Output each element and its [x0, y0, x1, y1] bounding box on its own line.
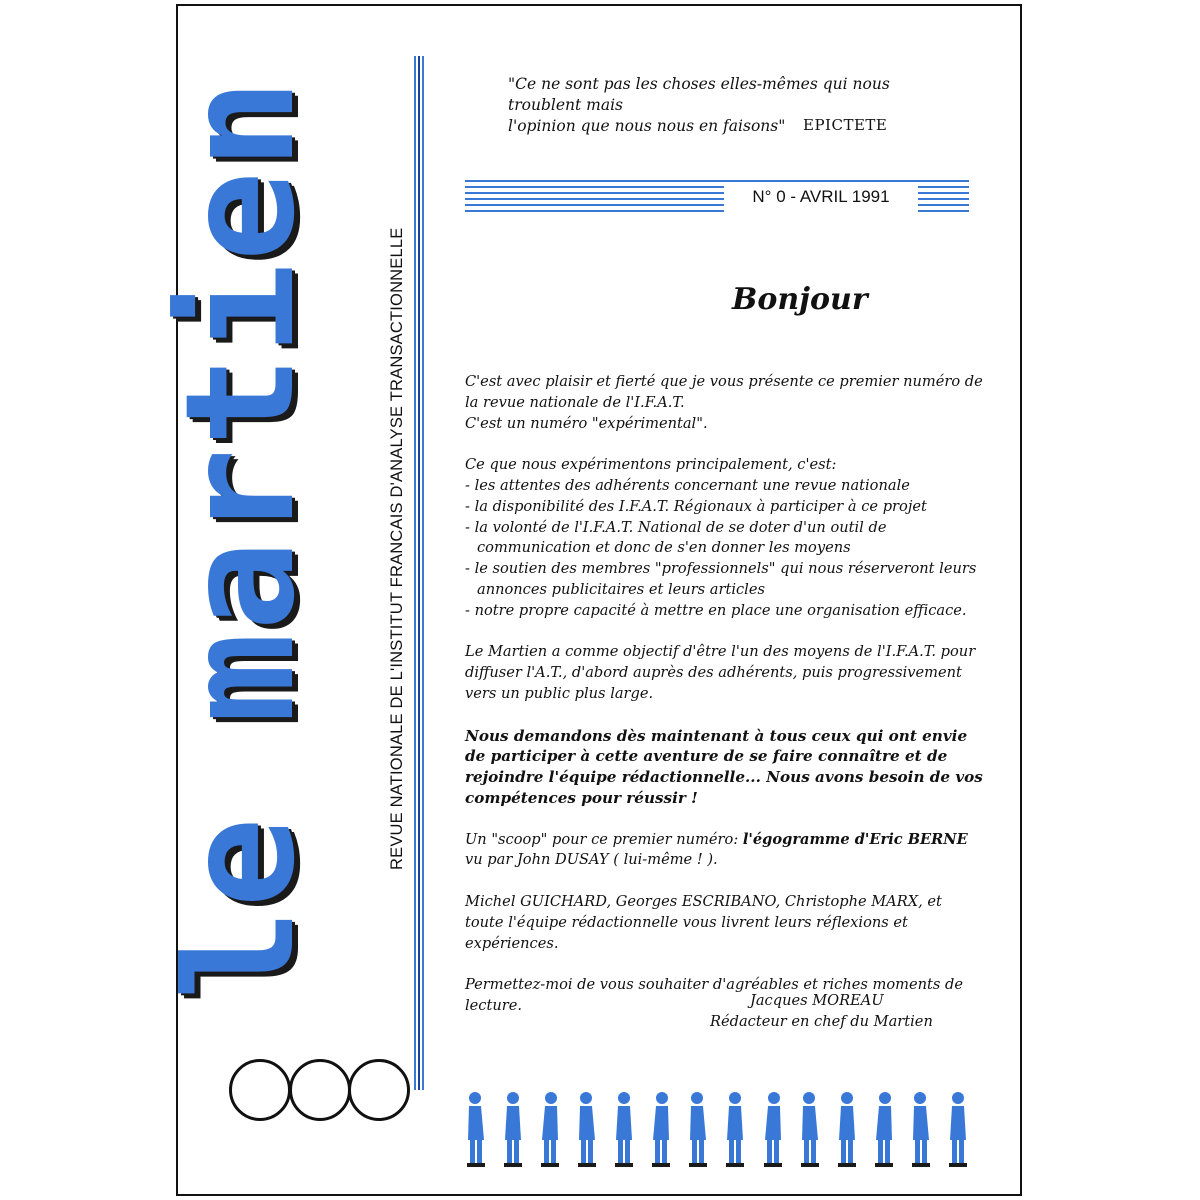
masthead-subtitle: REVUE NATIONALE DE L'INSTITUT FRANCAIS D'ANALYSE TRANSACTIONNELLE: [388, 227, 406, 870]
intro-line: la revue nationale de l'I.F.A.T.: [465, 393, 685, 411]
signature-name: Jacques MOREAU: [750, 992, 884, 1009]
divider-line-1: [414, 56, 416, 1090]
intro-paragraph: [465, 372, 985, 434]
person-figure-icon: [610, 1086, 638, 1170]
logo-circle-1: [229, 1059, 291, 1121]
closing-paragraph: Permettez-moi de vous souhaiter d'agréables et riches moments de lecture.: [465, 976, 963, 1014]
logo-circle-2: [289, 1059, 351, 1121]
scoop-text: Un "scoop" pour ce premier numéro:: [465, 830, 743, 848]
list-item: - notre propre capacité à mettre en place une organisation efficace.: [465, 601, 985, 622]
team-paragraph: Michel GUICHARD, Georges ESCRIBANO, Christophe MARX, et toute l'équipe rédactionnelle vous livrent leurs réflexions et expériences.: [465, 892, 942, 952]
epigraph-line-1: "Ce ne sont pas les choses elles-mêmes qui nous troublent mais: [508, 75, 890, 114]
issue-number: N° 0 - AVRIL 1991: [724, 182, 918, 212]
intro-line: C'est un numéro "expérimental".: [465, 414, 708, 432]
person-figure-icon: [759, 1086, 787, 1170]
intro-line: C'est avec plaisir et fierté que je vous présente ce premier numéro de: [465, 373, 983, 390]
person-figure-icon: [462, 1086, 490, 1170]
person-figure-icon: [833, 1086, 861, 1170]
experiment-list: [465, 476, 985, 622]
person-figure-icon: [870, 1086, 898, 1170]
scoop-highlight: l'égogramme d'Eric BERNE: [742, 830, 968, 848]
signature-role: Rédacteur en chef du Martien: [710, 1013, 933, 1030]
scoop-text-end: vu par John DUSAY ( lui-même ! ).: [465, 851, 718, 869]
person-figure-icon: [499, 1086, 527, 1170]
person-figure-icon: [944, 1086, 972, 1170]
list-item: - la disponibilité des I.F.A.T. Régionaux à participer à ce projet: [465, 497, 985, 518]
objective-paragraph: Le Martien a comme objectif d'être l'un des moyens de l'I.F.A.T. pour diffuser l'A.T., d'abord auprès des adhérents, puis progressivement vers un public plus large.: [465, 643, 976, 702]
person-figure-icon: [721, 1086, 749, 1170]
scoop-paragraph: [465, 830, 985, 872]
list-item: - le soutien des membres "professionnels" qui nous réserveront leurs annonces publicitaires et leurs articles: [465, 559, 985, 601]
person-figure-icon: [536, 1086, 564, 1170]
figure-row: [462, 1080, 972, 1170]
divider-line-3: [422, 56, 424, 1090]
divider-line-2: [418, 56, 420, 1090]
epigraph-author: EPICTETE: [803, 116, 888, 134]
logo-circle-3: [348, 1059, 410, 1121]
masthead-title: le martien: [154, 76, 328, 1000]
page-title: Bonjour: [732, 282, 868, 317]
list-item: - la volonté de l'I.F.A.T. National de se doter d'un outil de communication et donc de s'en donner les moyens: [465, 518, 985, 560]
epigraph-line-2: l'opinion que nous nous en faisons": [508, 117, 786, 135]
person-figure-icon: [907, 1086, 935, 1170]
person-figure-icon: [647, 1086, 675, 1170]
editorial-body: [465, 372, 985, 1038]
person-figure-icon: [573, 1086, 601, 1170]
signature: [710, 990, 970, 1032]
appeal-paragraph: Nous demandons dès maintenant à tous ceux qui ont envie de participer à cette aventure de se faire connaître et de rejoindre l'équipe rédactionnelle... Nous avons besoin de vos compétences pour réussir !: [465, 726, 983, 807]
person-figure-icon: [684, 1086, 712, 1170]
list-item: - les attentes des adhérents concernant une revue nationale: [465, 476, 985, 497]
person-figure-icon: [796, 1086, 824, 1170]
list-intro: Ce que nous expérimentons principalement, c'est:: [465, 456, 837, 474]
